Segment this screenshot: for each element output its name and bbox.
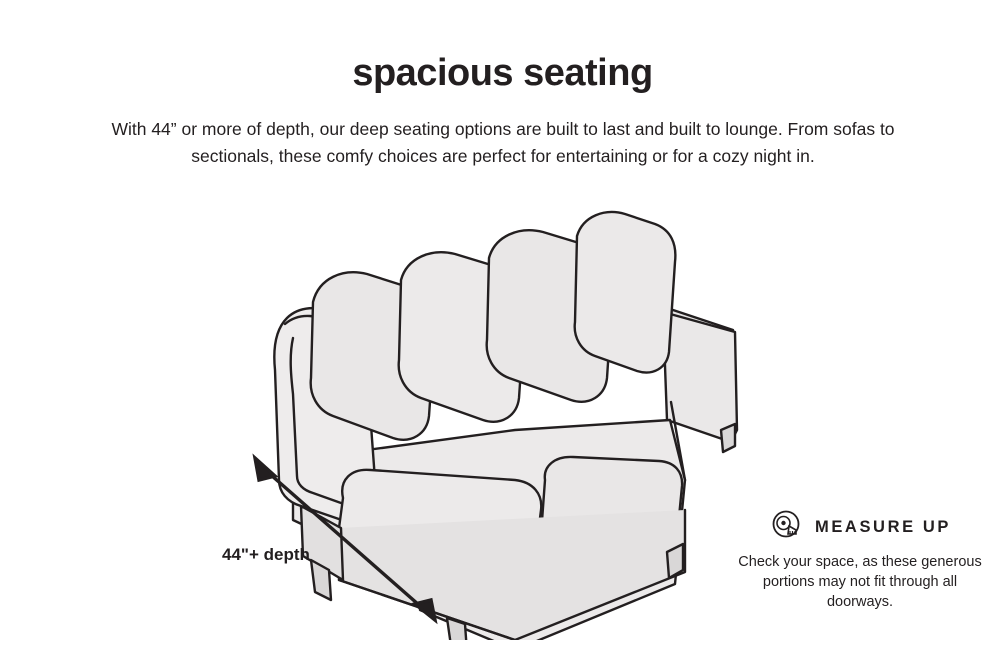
measure-up-heading-row [735, 508, 985, 546]
tape-measure-icon [769, 508, 803, 547]
page-title: spacious seating [352, 52, 653, 94]
measure-up-label: MEASURE UP [814, 517, 951, 536]
depth-dimension-label: 44"+ depth [222, 545, 310, 564]
page-description: With 44” or more of depth, our deep seating options are built to last and built to lounge. From sofas to sectionals, these comfy choices are perfect for entertaining or for a cozy night in. [111, 119, 895, 166]
measure-up-block [735, 508, 985, 612]
measure-up-note: Check your space, as these generous portions may not fit through all doorways. [738, 554, 982, 610]
sofa-illustration [215, 180, 795, 640]
